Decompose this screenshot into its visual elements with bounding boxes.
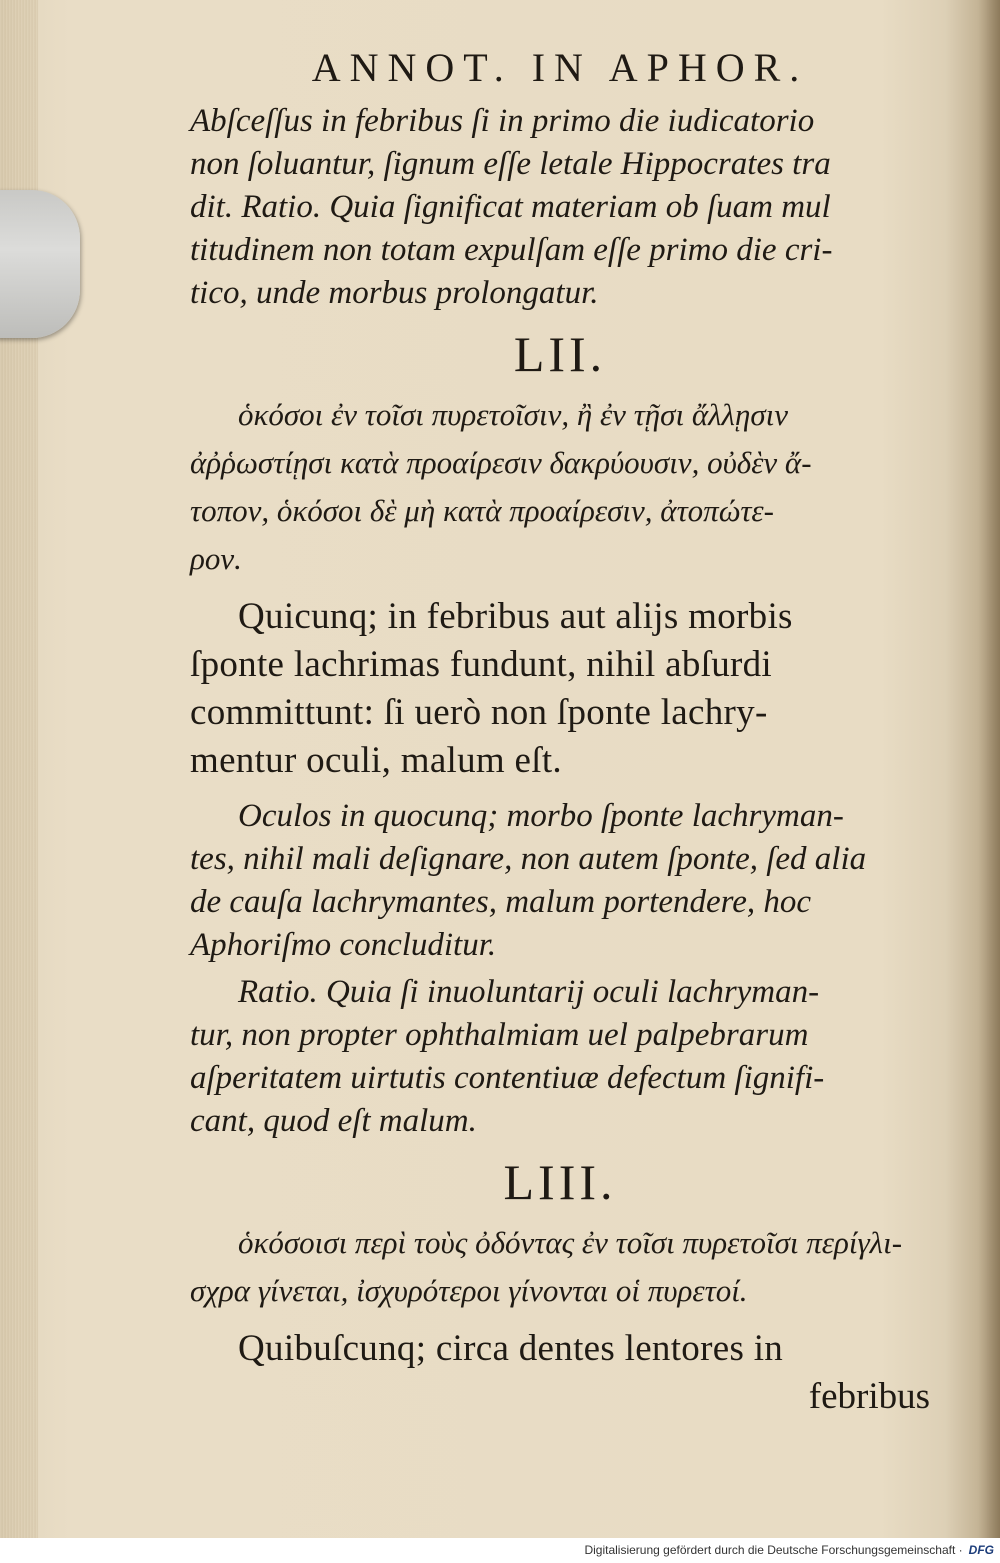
commentary-paragraph-1 xyxy=(190,100,930,315)
text-line: ρον. xyxy=(190,541,242,576)
text-line: non ſoluantur, ſignum eſſe letale Hippocrates tra xyxy=(190,146,831,182)
text-line: Aphoriſmo concluditur. xyxy=(190,927,497,963)
text-line: de cauſa lachrymantes, malum portendere, hoc xyxy=(190,884,812,920)
digitization-footer xyxy=(0,1538,1000,1563)
latin-translation-1 xyxy=(190,593,930,785)
text-line: tes, nihil mali deſignare, non autem ſponte, ſed alia xyxy=(190,841,867,877)
text-line: Quibuſcunq; circa dentes lentores in xyxy=(238,1328,784,1369)
catchword: febribus xyxy=(808,1376,930,1417)
text-line: tico, unde morbus prolongatur. xyxy=(190,275,599,311)
greek-aphorism-2 xyxy=(190,1219,930,1315)
latin-translation-2 xyxy=(190,1325,930,1373)
text-line: Abſceſſus in febribus ſi in primo die iudicatorio xyxy=(190,103,815,139)
greek-aphorism-1 xyxy=(190,391,930,583)
text-line: tur, non propter ophthalmiam uel palpebrarum xyxy=(190,1017,809,1053)
text-line: Quicunq; in febribus aut alijs morbis xyxy=(238,596,793,637)
text-line: Oculos in quocunq; morbo ſponte lachryman- xyxy=(238,798,844,834)
text-line: ὁκόσοι ἐν τοῖσι πυρετοῖσιν, ἢ ἐν τῇσι ἄλλῃσιν xyxy=(238,397,788,432)
dfg-logo: DFG xyxy=(968,1543,994,1557)
text-line: aſperitatem uirtutis contentiuæ defectum ſignifi- xyxy=(190,1060,825,1096)
text-line: titudinem non totam expulſam eſſe primo die cri- xyxy=(190,232,833,268)
text-line: ὁκόσοισι περὶ τοὺς ὀδόντας ἐν τοῖσι πυρετοῖσι περίγλι- xyxy=(238,1225,903,1260)
commentary-paragraph-2 xyxy=(190,795,930,967)
commentary-paragraph-3 xyxy=(190,971,930,1143)
thumb-holder xyxy=(0,190,80,338)
text-line: dit. Ratio. Quia ſignificat materiam ob ſuam mul xyxy=(190,189,831,225)
text-block xyxy=(190,40,930,1421)
gutter-shadow xyxy=(978,0,1000,1538)
aphorism-number: LII. xyxy=(513,326,607,382)
text-line: ſponte lachrimas fundunt, nihil abſurdi xyxy=(190,644,773,685)
text-line: ἀῤῥωστίῃσι κατὰ προαίρεσιν δακρύουσιν, οὐδὲν ἄ- xyxy=(190,445,812,480)
text-line: mentur oculi, malum eſt. xyxy=(190,740,562,781)
text-line: τοπον, ὁκόσοι δὲ μὴ κατὰ προαίρεσιν, ἀτοπώτε- xyxy=(190,493,774,528)
aphorism-number: LIII. xyxy=(503,1154,617,1210)
text-line: committunt: ſi uerò non ſponte lachry- xyxy=(190,692,768,733)
running-head: ANNOT. IN APHOR. xyxy=(311,45,809,90)
text-line: Ratio. Quia ſi inuoluntarij oculi lachryman- xyxy=(238,974,820,1010)
footer-credit: Digitalisierung gefördert durch die Deutsche Forschungsgemeinschaft · xyxy=(584,1543,963,1557)
text-line: σχρα γίνεται, ἰσχυρότεροι γίνονται οἱ πυρετοί. xyxy=(190,1273,748,1308)
text-line: cant, quod eſt malum. xyxy=(190,1103,477,1139)
